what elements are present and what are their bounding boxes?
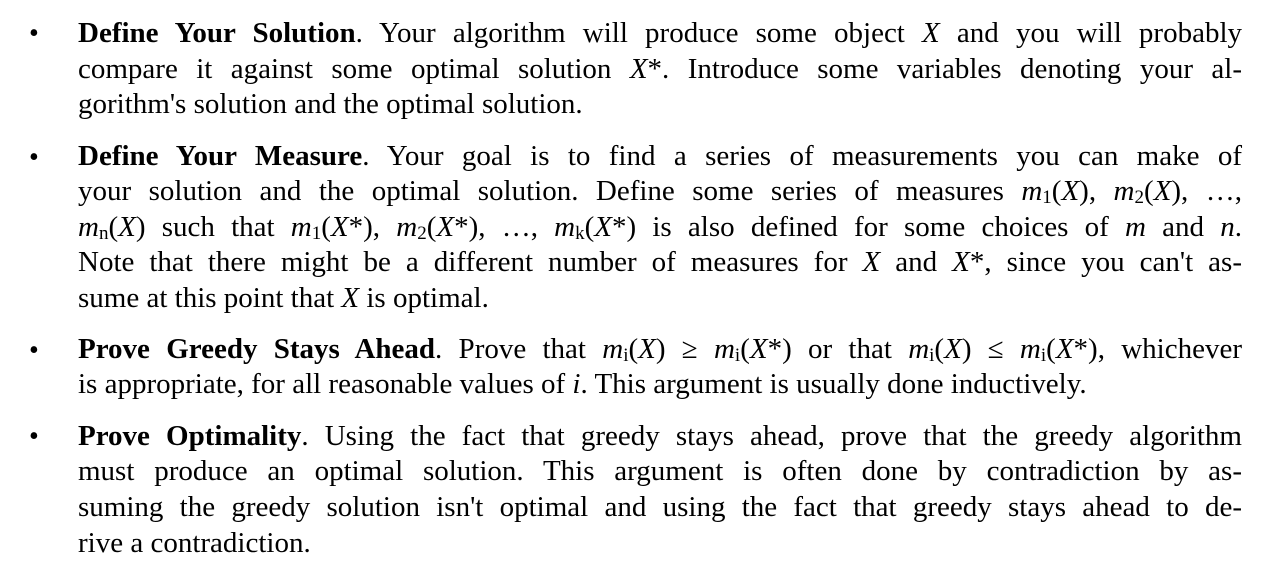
- item-line: Prove Greedy Stays Ahead. Prove that $m_i(X) \ge m_i(X*)$ or that $m_i(X) \le m_i(X*)$, whichever: [78, 333, 1242, 366]
- item-line: gorithm's solution and the optimal solution.: [78, 88, 583, 120]
- item-line: $m_n(X)$ such that $m_1(X*)$, $m_2(X*)$, …, $m_k(X*)$ is also defined for some choices of m and n.: [78, 211, 1242, 244]
- item-line: sume at this point that X is optimal.: [78, 282, 489, 314]
- bullet-icon: •: [29, 335, 39, 366]
- item-line: compare it against some optimal solution X*. Introduce some variables denoting your al-: [78, 53, 1242, 85]
- bullet-icon: •: [29, 421, 39, 452]
- item-line: rive a contradiction.: [78, 527, 311, 559]
- item-line: Define Your Measure. Your goal is to find a series of measurements you can make of: [78, 140, 1242, 172]
- bullet-icon: •: [29, 18, 39, 49]
- item-line: suming the greedy solution isn't optimal and using the fact that greedy stays ahead to de-: [78, 491, 1242, 523]
- bullet-icon: •: [29, 142, 39, 173]
- item-line: Prove Optimality. Using the fact that greedy stays ahead, prove that the greedy algorithm: [78, 420, 1242, 452]
- item-line: Define Your Solution. Your algorithm will produce some object X and you will probably: [78, 17, 1243, 49]
- item-line: must produce an optimal solution. This argument is often done by contradiction by as-: [78, 455, 1242, 487]
- item-line: is appropriate, for all reasonable values of i. This argument is usually done inductively.: [78, 368, 1087, 400]
- item-line: your solution and the optimal solution. Define some series of measures $m_1(X)$, $m_2(X)$, …,: [78, 175, 1242, 208]
- item-line: Note that there might be a different number of measures for X and X*, since you can't as-: [78, 246, 1242, 278]
